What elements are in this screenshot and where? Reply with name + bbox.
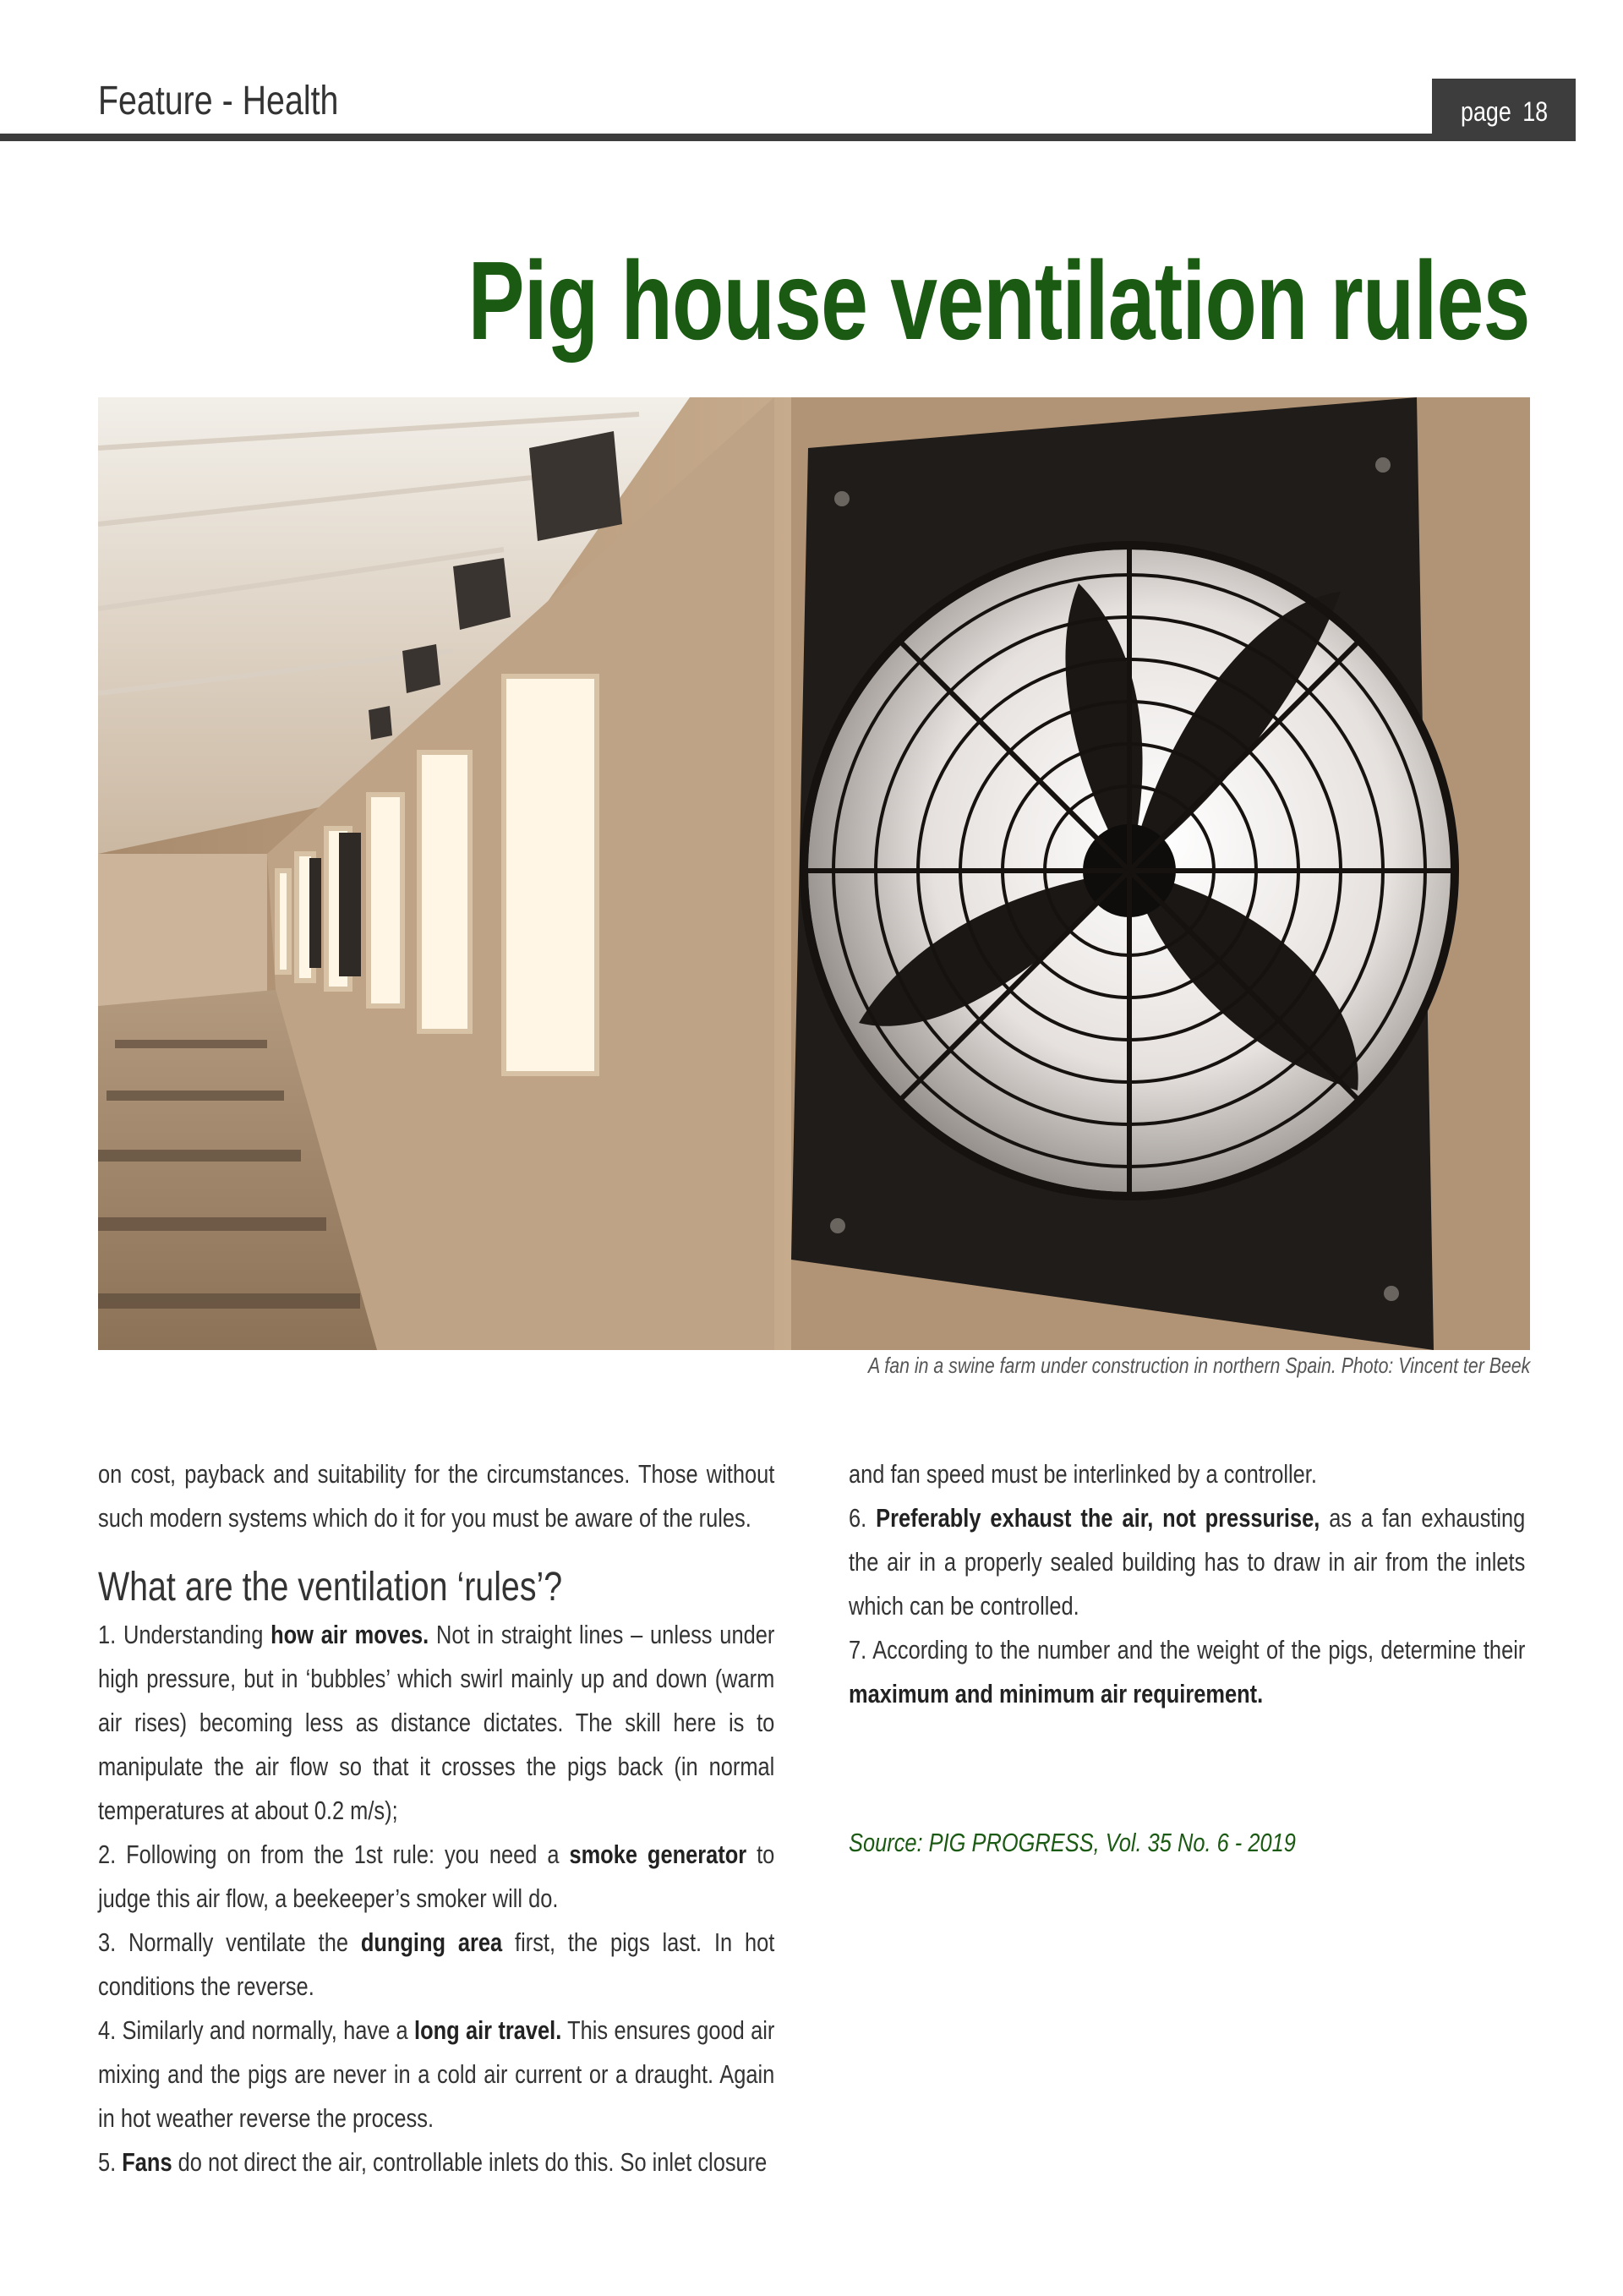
page-header (0, 0, 1623, 144)
rule-4-bold: long air travel. (414, 2015, 562, 2045)
source-citation: Source: PIG PROGRESS, Vol. 35 No. 6 - 2019 (849, 1828, 1296, 1857)
rule-2-pre: 2. Following on from the 1st rule: you need a (98, 1840, 570, 1869)
rule-5-bold: Fans (122, 2147, 172, 2177)
rule-7 (849, 1628, 1525, 1716)
rule-6-post: as a fan exhausting the air in a properly sealed building has to draw in air from the inlets which can be controlled. (849, 1503, 1526, 1621)
rule-1 (98, 1613, 774, 1833)
article-photo (98, 397, 1530, 1350)
rule-6-bold: Preferably exhaust the air, not pressurise, (876, 1503, 1320, 1533)
page-number-text (1461, 96, 1548, 128)
rule-3-post: first, the pigs last. In hot conditions the reverse. (98, 1927, 775, 2001)
rule-4-pre: 4. Similarly and normally, have a (98, 2015, 415, 2045)
continuation-paragraph: and fan speed must be interlinked by a controller. (849, 1459, 1317, 1489)
rule-5-pre: 5. (98, 2147, 123, 2177)
page-label: page (1461, 96, 1511, 127)
section-heading: What are the ventilation ‘rules’? (98, 1565, 563, 1610)
left-column (98, 1452, 774, 2184)
rule-1-post: Not in straight lines – unless under high pressure, but in ‘bubbles’ which swirl mainly up and down (warm air rises) becoming less as distance dictates. The skill here is to manipulate the air flow so that it crosses the pigs back (in normal temperatures at about 0.2 m/s); (98, 1620, 775, 1825)
rule-5-post: do not direct the air, controllable inlets do this. So inlet closure (172, 2147, 768, 2177)
rule-1-bold: how air moves. (270, 1620, 429, 1649)
rule-2-bold: smoke generator (569, 1840, 747, 1869)
right-column (849, 1452, 1525, 1865)
rule-7-pre: 7. According to the number and the weight of the pigs, determine their (849, 1635, 1526, 1665)
rule-3 (98, 1921, 774, 2009)
rule-6 (849, 1496, 1525, 1628)
section-label: Feature - Health (98, 79, 339, 123)
rule-2 (98, 1833, 774, 1921)
rule-6-pre: 6. (849, 1503, 877, 1533)
page-number: 18 (1522, 96, 1549, 127)
rule-3-pre: 3. Normally ventilate the (98, 1927, 361, 1957)
rule-3-bold: dunging area (360, 1927, 503, 1957)
rule-1-pre: 1. Understanding (98, 1620, 271, 1649)
rule-2-post: to judge this air flow, a beekeeper’s smoker will do. (98, 1840, 775, 1913)
photo-caption: A fan in a swine farm under construction in northern Spain. Photo: Vincent ter Beek (867, 1353, 1530, 1378)
page-number-tab (1432, 79, 1576, 141)
rule-4-post: This ensures good air mixing and the pigs are never in a cold air current or a draught. Again in hot weather reverse the process. (98, 2015, 775, 2133)
article-title: Pig house ventilation rules (467, 238, 1530, 363)
rule-5 (98, 2140, 774, 2184)
header-rule (0, 134, 1576, 141)
rule-4 (98, 2009, 774, 2140)
rule-7-bold: maximum and minimum air requirement. (849, 1679, 1264, 1708)
intro-paragraph: on cost, payback and suitability for the circumstances. Those without such modern systems which do it for you must be aware of the rules. (98, 1459, 775, 1533)
column-spacer (849, 1716, 1525, 1821)
